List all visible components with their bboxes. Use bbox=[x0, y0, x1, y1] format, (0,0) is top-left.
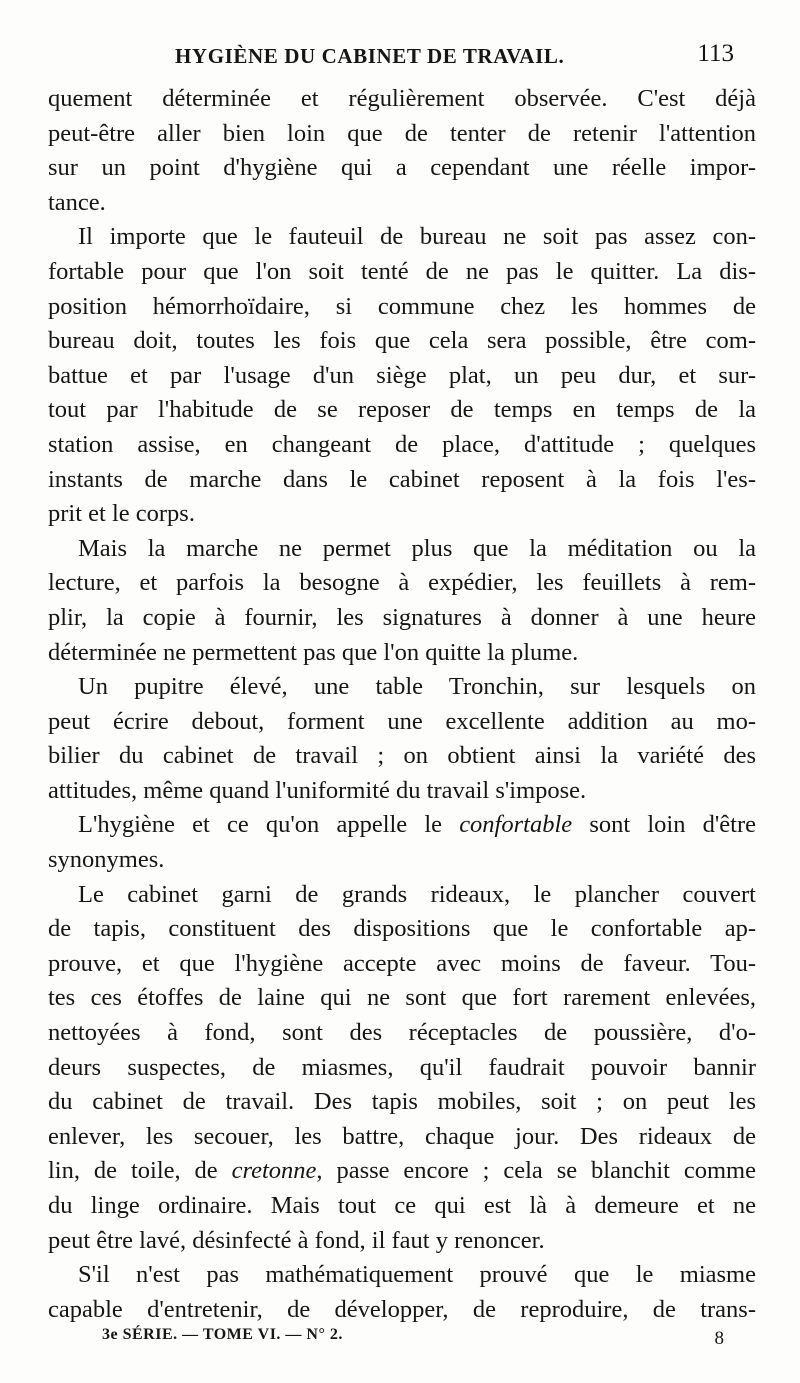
text-line bbox=[48, 912, 756, 947]
text-run: instants de marche dans le cabinet reposent à la fois l'es- bbox=[48, 465, 756, 493]
text-line bbox=[48, 636, 756, 671]
text-run: quement déterminée et régulièrement observée. C'est déjà bbox=[48, 85, 756, 112]
text-line bbox=[48, 1258, 756, 1293]
text-line bbox=[48, 981, 756, 1016]
text-line bbox=[48, 843, 756, 878]
text-line bbox=[48, 255, 756, 290]
text-run: Un pupitre élevé, une table Tronchin, sur lesquels on bbox=[78, 673, 756, 701]
text-line bbox=[48, 808, 756, 843]
text-run: sur un point d'hygiène qui a cependant une réelle impor- bbox=[48, 154, 756, 182]
text-line bbox=[48, 82, 756, 117]
signature-mark: 8 bbox=[714, 1328, 724, 1349]
text-line bbox=[48, 359, 756, 394]
text-run: lin, de toile, de bbox=[48, 1157, 232, 1185]
text-line bbox=[48, 220, 756, 255]
text-run: Le cabinet garni de grands rideaux, le plancher couvert bbox=[78, 880, 756, 908]
text-run: attitudes, même quand l'uniformité du travail s'impose. bbox=[48, 776, 587, 804]
text-run: prit et le corps. bbox=[48, 500, 195, 528]
text-run: L'hygiène et ce qu'on appelle le bbox=[78, 811, 460, 839]
text-run: , passe encore ; cela se blanchit comme bbox=[316, 1157, 756, 1185]
text-run: nettoyées à fond, sont des réceptacles de poussière, d'o- bbox=[48, 1019, 756, 1047]
text-line bbox=[48, 532, 756, 567]
text-line bbox=[48, 1085, 756, 1120]
text-run: déterminée ne permettent pas que l'on quitte la plume. bbox=[48, 638, 579, 666]
text-run: du linge ordinaire. Mais tout ce qui est là à demeure et ne bbox=[48, 1192, 756, 1219]
text-line bbox=[48, 1120, 756, 1155]
text-run: de tapis, constituent des dispositions que le confortable ap- bbox=[48, 915, 756, 943]
text-run: battue et par l'usage d'un siège plat, un peu dur, et sur- bbox=[48, 361, 756, 389]
running-title: HYGIÈNE DU CABINET DE TRAVAIL. bbox=[175, 44, 565, 68]
text-run: tes ces étoffes de laine qui ne sont que fort rarement enlevées, bbox=[48, 984, 756, 1012]
text-line bbox=[48, 601, 756, 636]
text-line bbox=[48, 151, 756, 186]
italic-term: cretonne bbox=[231, 1157, 317, 1185]
text-run: station assise, en changeant de place, d'attitude ; quelques bbox=[48, 430, 756, 458]
text-run: bilier du cabinet de travail ; on obtient ainsi la variété des bbox=[48, 742, 756, 770]
text-run: capable d'entretenir, de développer, de reproduire, de trans- bbox=[48, 1295, 756, 1323]
text-run: lecture, et parfois la besogne à expédier, les feuillets à rem- bbox=[48, 569, 756, 597]
text-run: prouve, et que l'hygiène accepte avec moins de faveur. Tou- bbox=[48, 949, 756, 977]
text-line bbox=[48, 670, 756, 705]
text-line bbox=[48, 1224, 756, 1259]
text-run: synonymes. bbox=[48, 846, 165, 874]
text-run: tout par l'habitude de se reposer de temps en temps de la bbox=[48, 396, 756, 424]
text-run: enlever, les secouer, les battre, chaque jour. Des rideaux de bbox=[48, 1122, 756, 1150]
text-run: position hémorrhoïdaire, si commune chez les hommes de bbox=[48, 292, 756, 320]
text-run: Il importe que le fauteuil de bureau ne soit pas assez con- bbox=[78, 223, 756, 251]
text-line bbox=[48, 393, 756, 428]
text-run: du cabinet de travail. Des tapis mobiles, soit ; on peut les bbox=[48, 1088, 756, 1116]
text-run: plir, la copie à fournir, les signatures à donner à une heure bbox=[48, 603, 756, 631]
text-line bbox=[48, 428, 756, 463]
text-run: peut-être aller bien loin que de tenter de retenir l'attention bbox=[48, 119, 756, 147]
page-number: 113 bbox=[697, 40, 734, 67]
text-run: deurs suspectes, de miasmes, qu'il faudrait pouvoir bannir bbox=[48, 1053, 756, 1081]
text-run: fortable pour que l'on soit tenté de ne pas le quitter. La dis- bbox=[48, 257, 756, 285]
italic-term: confortable bbox=[459, 811, 573, 839]
body-text bbox=[48, 82, 756, 1327]
text-run: Mais la marche ne permet plus que la méditation ou la bbox=[78, 534, 756, 562]
text-line bbox=[48, 947, 756, 982]
running-header bbox=[60, 40, 740, 80]
text-line bbox=[48, 739, 756, 774]
text-run: peut écrire debout, forment une excellente addition au mo- bbox=[48, 707, 756, 735]
text-line bbox=[48, 566, 756, 601]
text-run: peut être lavé, désinfecté à fond, il faut y renoncer. bbox=[48, 1226, 545, 1254]
text-line bbox=[48, 463, 756, 498]
text-line bbox=[48, 117, 756, 152]
text-run: S'il n'est pas mathématiquement prouvé que le miasme bbox=[78, 1261, 756, 1289]
text-line bbox=[48, 324, 756, 359]
series-info: 3e SÉRIE. — TOME VI. — N° 2. bbox=[102, 1326, 343, 1343]
text-line bbox=[48, 774, 756, 809]
text-run: bureau doit, toutes les fois que cela sera possible, être com- bbox=[48, 327, 756, 355]
text-line bbox=[48, 878, 756, 913]
page-footer bbox=[60, 1322, 740, 1352]
text-run: sont loin d'être bbox=[572, 811, 756, 839]
text-line bbox=[48, 497, 756, 532]
text-run: tance. bbox=[48, 188, 106, 216]
text-line bbox=[48, 1189, 756, 1224]
text-line bbox=[48, 186, 756, 221]
text-line bbox=[48, 1016, 756, 1051]
text-line bbox=[48, 1051, 756, 1086]
text-line bbox=[48, 1154, 756, 1189]
text-line bbox=[48, 290, 756, 325]
text-line bbox=[48, 705, 756, 740]
